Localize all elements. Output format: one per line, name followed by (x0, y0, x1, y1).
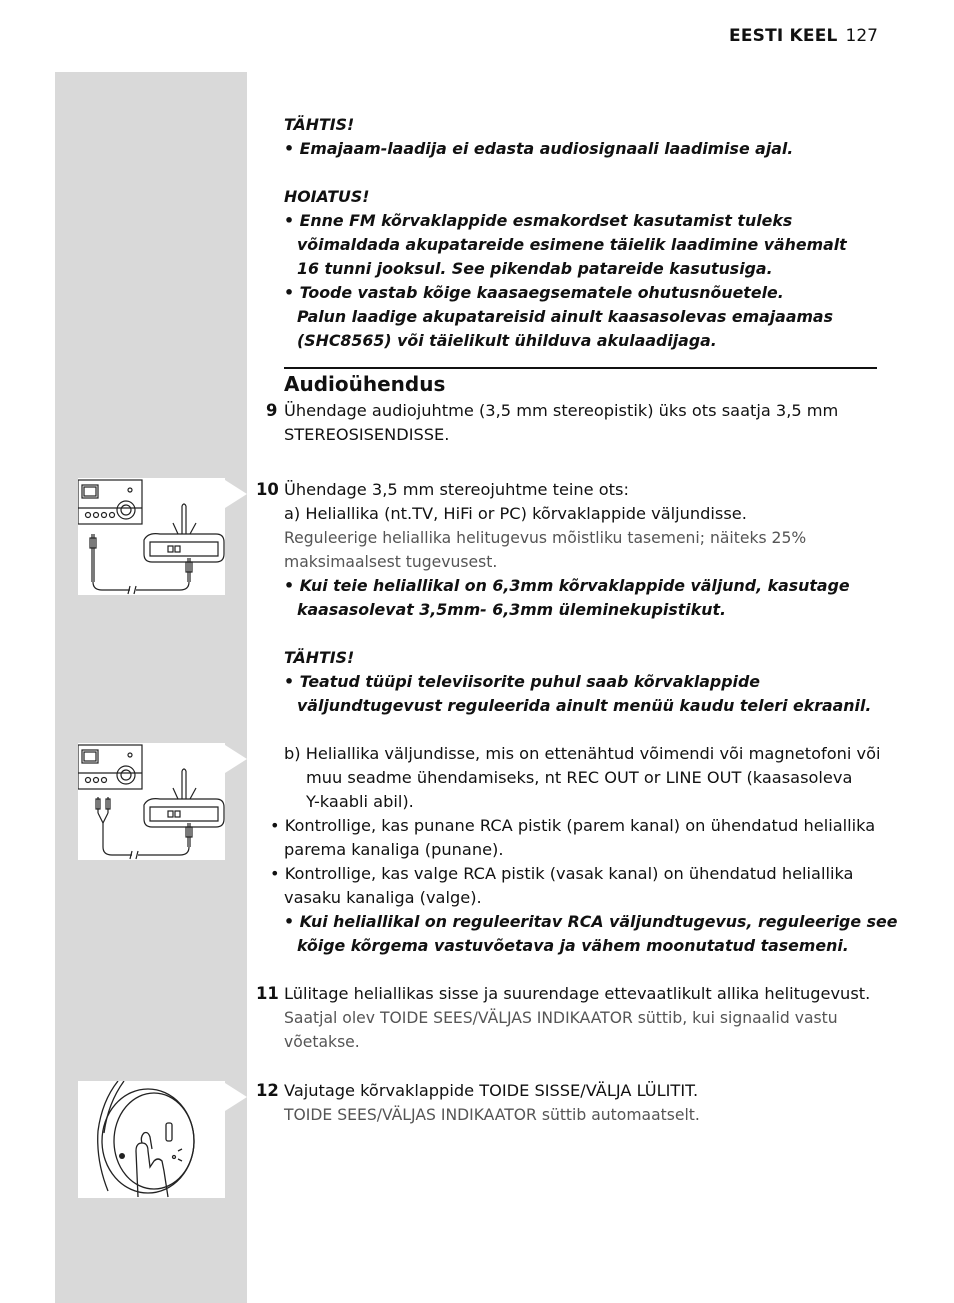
step-bold-note: • Kui heliallikal on reguleeritav RCA väljundtugevus, reguleerige see (284, 912, 898, 931)
step-text: Ühendage audiojuhtme (3,5 mm stereopistik) üks ots saatja 3,5 mm (284, 401, 839, 420)
step-text: Lülitage heliallikas sisse ja suurendage ettevaatlikult allika helitugevust. (284, 984, 871, 1003)
illustration-stereo-connection (78, 478, 225, 595)
headphone-switch-drawing (78, 1081, 225, 1198)
warning-line: • Toode vastab kõige kaasaegsematele ohutusnõuetele. (284, 283, 784, 302)
step-bold-note: • Kui teie heliallikal on 6,3mm kõrvaklappide väljund, kasutage (284, 576, 850, 595)
warning-line: (SHC8565) või täielikult ühilduva akulaadijaga. (297, 331, 717, 350)
step-text: STEREOSISENDISSE. (284, 425, 450, 444)
illustration-rca-connection (78, 743, 225, 860)
page-header (729, 26, 878, 46)
step-text: a) Heliallika (nt.TV, HiFi or PC) kõrvaklappide väljundisse. (284, 504, 747, 523)
step-text: Y-kaabli abil). (306, 792, 414, 811)
pointer-arrow (225, 745, 247, 773)
step-bold-note: kõige kõrgema vastuvõetava ja vähem moonutatud tasemeni. (297, 936, 849, 955)
warning-line: 16 tunni jooksul. See pikendab patareide kasutusiga. (297, 259, 773, 278)
step-text: b) Heliallika väljundisse, mis on ettenähtud võimendi või magnetofoni või (284, 744, 881, 763)
step-note: TOIDE SEES/VÄLJAS INDIKAATOR süttib automaatselt. (284, 1106, 700, 1124)
header-language: EESTI KEEL (729, 26, 838, 46)
rca-connection-drawing (78, 743, 225, 860)
step-bullet: vasaku kanaliga (valge). (284, 888, 482, 907)
step-text: Ühendage 3,5 mm stereojuhtme teine ots: (284, 480, 629, 499)
pointer-arrow (225, 1083, 247, 1111)
step-bullet: • Kontrollige, kas punane RCA pistik (parem kanal) on ühendatud heliallika (270, 816, 876, 835)
notice-title: TÄHTIS! (284, 115, 355, 134)
section-title: Audioühendus (284, 372, 446, 396)
section-divider (284, 367, 877, 369)
notice-line: • Teatud tüüpi televiisorite puhul saab kõrvaklappide (284, 672, 760, 691)
step-text: muu seadme ühendamiseks, nt REC OUT or LINE OUT (kaasasoleva (306, 768, 853, 787)
step-bold-note: kaasasolevat 3,5mm- 6,3mm üleminekupistikut. (297, 600, 726, 619)
step-bullet: • Kontrollige, kas valge RCA pistik (vasak kanal) on ühendatud heliallika (270, 864, 854, 883)
step-bullet: parema kanaliga (punane). (284, 840, 504, 859)
notice-line: • Emajaam-laadija ei edasta audiosignaali laadimise ajal. (284, 139, 794, 158)
step-note: Saatjal olev TOIDE SEES/VÄLJAS INDIKAATOR süttib, kui signaalid vastu (284, 1009, 838, 1027)
page-number: 127 (845, 26, 878, 46)
step-note: maksimaalsest tugevusest. (284, 553, 498, 571)
pointer-arrow (225, 480, 247, 508)
step-note: võetakse. (284, 1033, 360, 1051)
warning-line: Palun laadige akupatareisid ainult kaasasolevas emajaamas (297, 307, 833, 326)
notice-line: väljundtugevust reguleerida ainult menüü kaudu teleri ekraanil. (297, 696, 872, 715)
warning-line: võimaldada akupatareide esimene täielik laadimine vähemalt (297, 235, 847, 254)
step-note: Reguleerige heliallika helitugevus mõistliku tasemeni; näiteks 25% (284, 529, 807, 547)
step-number: 12 (256, 1081, 279, 1100)
illustration-headphone-switch (78, 1081, 225, 1198)
warning-title: HOIATUS! (284, 187, 370, 206)
step-number: 10 (256, 480, 279, 499)
stereo-connection-drawing (78, 478, 225, 595)
notice-title: TÄHTIS! (284, 648, 355, 667)
warning-line: • Enne FM kõrvaklappide esmakordset kasutamist tuleks (284, 211, 793, 230)
step-number: 11 (256, 984, 279, 1003)
step-number: 9 (266, 401, 278, 420)
step-text: Vajutage kõrvaklappide TOIDE SISSE/VÄLJA LÜLITIT. (284, 1081, 699, 1100)
